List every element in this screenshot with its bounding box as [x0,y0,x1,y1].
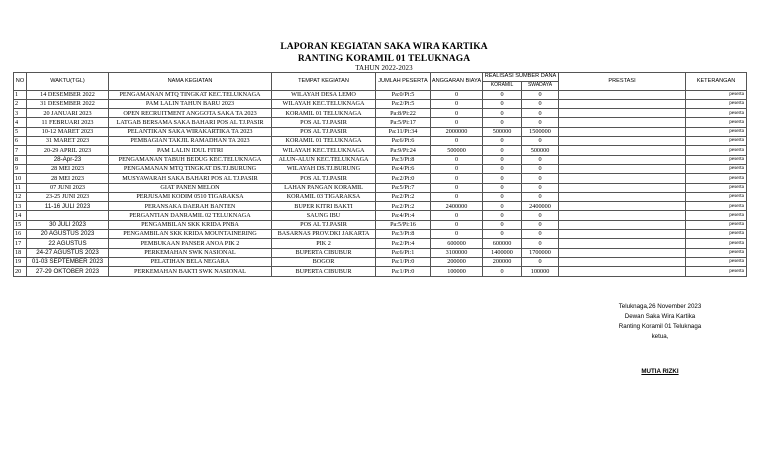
row-nama-kegiatan: PAM LALIN TAHUN BARU 2023 [109,99,272,108]
table-row [14,220,747,229]
table-body [14,90,747,276]
row-nama-kegiatan: PERKEMAHAN SWK NASIONAL [109,248,272,257]
row-waktu: 28 MEI 2023 [27,164,109,173]
row-waktu: 28-Apr-23 [27,155,109,164]
row-no: 12 [14,192,27,201]
row-no: 16 [14,230,27,239]
row-tempat: BASARNAS PROV.DKI JAKARTA [272,230,376,239]
row-nama-kegiatan: MUSYAWARAH SAKA BAHARI POS AL TJ.PASIR [109,174,272,183]
row-jumlah-peserta: Pa:2/Pi:2 [376,202,431,211]
row-waktu: 10-12 MARET 2023 [27,127,109,136]
row-no: 18 [14,248,27,257]
row-koramil: 600000 [483,239,522,248]
table-row [14,99,747,108]
row-waktu: 01-03 SEPTEMBER 2023 [27,257,109,266]
row-tempat: POS AL TJ.PASIR [272,220,376,229]
header-jumlah-peserta: JUMLAH PESERTA [376,73,431,91]
row-prestasi [559,146,686,155]
row-no: 13 [14,202,27,211]
header-koramil: KORAMIL [483,82,522,91]
table-row [14,109,747,118]
row-koramil: 0 [483,90,522,99]
table-row [14,137,747,146]
row-swadaya: 500000 [522,146,559,155]
table-row [14,174,747,183]
row-anggaran: 2400000 [431,202,483,211]
table-row [14,90,747,99]
table-row [14,118,747,127]
header-tempat-kegiatan: TEMPAT KEGIATAN [272,73,376,91]
row-nama-kegiatan: OPEN RECRUITMENT ANGGOTA SAKA TA 2023 [109,109,272,118]
row-no: 14 [14,211,27,220]
row-swadaya: 2400000 [522,202,559,211]
row-koramil: 0 [483,211,522,220]
row-no: 7 [14,146,27,155]
row-tempat: BUPERTA CIBUBUR [272,267,376,276]
row-tempat: WILAYAH KEC.TELUKNAGA [272,146,376,155]
row-koramil: 0 [483,267,522,276]
row-jumlah-peserta: Pa:4/Pi:6 [376,164,431,173]
row-no: 9 [14,164,27,173]
row-anggaran: 100000 [431,267,483,276]
row-tempat: WILAYAH DS.TJ.BURUNG [272,164,376,173]
row-anggaran: 0 [431,109,483,118]
row-no: 17 [14,239,27,248]
row-nama-kegiatan: GIAT PANEN MELON [109,183,272,192]
row-anggaran: 0 [431,90,483,99]
row-jumlah-peserta: Pa:2/Pi:5 [376,99,431,108]
row-swadaya: 0 [522,164,559,173]
row-no: 8 [14,155,27,164]
row-swadaya: 0 [522,257,559,266]
row-keterangan: peserta [686,239,747,248]
report-title: LAPORAN KEGIATAN SAKA WIRA KARTIKA [280,42,488,52]
row-anggaran: 0 [431,118,483,127]
row-tempat: BOGOR [272,257,376,266]
report-subtitle: RANTING KORAMIL 01 TELUKNAGA [297,54,471,64]
row-prestasi [559,211,686,220]
row-waktu: 23-25 JUNI 2023 [27,192,109,201]
row-jumlah-peserta: Pa:3/Pi:8 [376,230,431,239]
row-keterangan: peserta [686,183,747,192]
row-tempat: KORAMIL 01 TELUKNAGA [272,137,376,146]
table-row [14,164,747,173]
table-row [14,202,747,211]
header-swadaya: SWADAYA [522,82,559,91]
row-swadaya: 0 [522,211,559,220]
row-keterangan: peserta [686,248,747,257]
row-anggaran: 0 [431,211,483,220]
row-swadaya: 1500000 [522,127,559,136]
activity-table [13,72,747,277]
row-keterangan: peserta [686,109,747,118]
row-waktu: 20-29 APRIL 2023 [27,146,109,155]
row-koramil: 0 [483,146,522,155]
row-keterangan: peserta [686,267,747,276]
row-swadaya: 0 [522,183,559,192]
row-keterangan: peserta [686,99,747,108]
row-koramil: 0 [483,118,522,127]
row-prestasi [559,174,686,183]
row-no: 19 [14,257,27,266]
row-koramil: 0 [483,164,522,173]
row-nama-kegiatan: PELATIHAN BELA NEGARA [109,257,272,266]
row-koramil: 1400000 [483,248,522,257]
header-no: NO [14,73,27,91]
row-nama-kegiatan: LATGAB BERSAMA SAKA BAHARI POS AL TJ.PASIR [109,118,272,127]
row-jumlah-peserta: Pa:4/Pi:4 [376,211,431,220]
row-anggaran: 0 [431,164,483,173]
table-row [14,211,747,220]
row-prestasi [559,127,686,136]
header-waktu: WAKTU(TGL) [27,73,109,91]
signature-role-2: Ranting Koramil 01 Teluknaga [618,323,702,330]
row-tempat: BUPER KITRI BAKTI [272,202,376,211]
row-anggaran: 0 [431,230,483,239]
row-jumlah-peserta: Pa:6/Pi:6 [376,137,431,146]
row-nama-kegiatan: PENGAMBILAN SKK KRIDA MOUNTAINERING [109,230,272,239]
row-swadaya: 0 [522,118,559,127]
row-jumlah-peserta: Pa:2/Pi:4 [376,239,431,248]
row-keterangan: peserta [686,230,747,239]
table-row [14,230,747,239]
row-nama-kegiatan: PAM LALIN IDUL FITRI [109,146,272,155]
row-koramil: 0 [483,155,522,164]
row-prestasi [559,220,686,229]
row-waktu: 11-16 JULI 2023 [27,202,109,211]
row-tempat: KORAMIL 03 TIGARAKSA [272,192,376,201]
row-prestasi [559,137,686,146]
signature-role-3: ketua, [651,333,669,340]
table-row [14,146,747,155]
row-anggaran: 0 [431,192,483,201]
row-tempat: POS AL TJ.PASIR [272,174,376,183]
table-row [14,248,747,257]
row-waktu: 07 JUNI 2023 [27,183,109,192]
row-nama-kegiatan: PENGAMANAN MTQ TINGKAT DS.TJ.BURUNG [109,164,272,173]
row-no: 1 [14,90,27,99]
row-jumlah-peserta: Pa:6/Pi:1 [376,248,431,257]
row-swadaya: 0 [522,99,559,108]
row-tempat: PIK 2 [272,239,376,248]
row-jumlah-peserta: Pa:5/Pi:16 [376,220,431,229]
row-keterangan: peserta [686,202,747,211]
row-koramil: 200000 [483,257,522,266]
row-no: 5 [14,127,27,136]
row-nama-kegiatan: PERKEMAHAN BAKTI SWK NASIONAL [109,267,272,276]
row-waktu: 28 MEI 2023 [27,174,109,183]
row-swadaya: 0 [522,239,559,248]
row-prestasi [559,202,686,211]
row-jumlah-peserta: Pa:2/Pi:2 [376,192,431,201]
row-waktu: 20 AGUSTUS 2023 [27,230,109,239]
row-keterangan: peserta [686,146,747,155]
row-swadaya: 0 [522,137,559,146]
row-prestasi [559,192,686,201]
row-swadaya: 100000 [522,267,559,276]
row-koramil: 0 [483,220,522,229]
row-koramil: 0 [483,109,522,118]
header-keterangan: KETERANGAN [686,73,747,91]
row-no: 11 [14,183,27,192]
row-jumlah-peserta: Pa:11/Pi:34 [376,127,431,136]
row-koramil: 0 [483,202,522,211]
row-no: 3 [14,109,27,118]
row-keterangan: peserta [686,220,747,229]
row-tempat: SAUNG IBU [272,211,376,220]
row-anggaran: 0 [431,155,483,164]
row-nama-kegiatan: PERANSAKA DAERAH BANTEN [109,202,272,211]
row-nama-kegiatan: PERJUSAMI KODIM 0510 TIGARAKSA [109,192,272,201]
row-prestasi [559,239,686,248]
row-keterangan: peserta [686,118,747,127]
row-waktu: 20 JANUARI 2023 [27,109,109,118]
row-waktu: 30 JULI 2023 [27,220,109,229]
signature-name: MUTIA RIZKI [641,368,679,375]
row-swadaya: 0 [522,192,559,201]
row-nama-kegiatan: PENGAMANAN MTQ TINGKAT KEC.TELUKNAGA [109,90,272,99]
row-tempat: WILAYAH KEC.TELUKNAGA [272,99,376,108]
row-prestasi [559,155,686,164]
row-jumlah-peserta: Pa:1/Pi:0 [376,257,431,266]
row-no: 6 [14,137,27,146]
row-koramil: 0 [483,137,522,146]
row-keterangan: peserta [686,192,747,201]
table-row [14,192,747,201]
row-nama-kegiatan: PERGANTIAN DANRAMIL 02 TELUKNAGA [109,211,272,220]
signature-role-1: Dewan Saka Wira Kartika [624,313,696,320]
row-tempat: WILAYAH DESA LEMO [272,90,376,99]
row-prestasi [559,230,686,239]
row-waktu: 27-29 OKTOBER 2023 [27,267,109,276]
row-anggaran: 0 [431,99,483,108]
table-row [14,257,747,266]
row-jumlah-peserta: Pa:1/Pi:0 [376,267,431,276]
row-swadaya: 0 [522,109,559,118]
row-prestasi [559,90,686,99]
row-anggaran: 0 [431,137,483,146]
row-tempat: LAHAN PANGAN KORAMIL [272,183,376,192]
row-nama-kegiatan: PEMBAGIAN TAKJIL RAMADHAN TA 2023 [109,137,272,146]
row-anggaran: 200000 [431,257,483,266]
row-anggaran: 0 [431,220,483,229]
row-keterangan: peserta [686,164,747,173]
row-anggaran: 2000000 [431,127,483,136]
row-anggaran: 0 [431,183,483,192]
row-koramil: 0 [483,174,522,183]
row-nama-kegiatan: PENGAMBILAN SKK KRIDA PNBA [109,220,272,229]
table-row [14,183,747,192]
row-keterangan: peserta [686,127,747,136]
row-waktu: 11 FEBRUARI 2023 [27,118,109,127]
row-prestasi [559,183,686,192]
row-jumlah-peserta: Pa:3/Pi:8 [376,155,431,164]
row-tempat: POS AL TJ.PASIR [272,118,376,127]
row-swadaya: 0 [522,90,559,99]
row-koramil: 0 [483,230,522,239]
row-tempat: ALUN-ALUN KEC.TELUKNAGA [272,155,376,164]
row-no: 4 [14,118,27,127]
row-swadaya: 1700000 [522,248,559,257]
row-prestasi [559,248,686,257]
row-keterangan: peserta [686,257,747,266]
row-keterangan: peserta [686,137,747,146]
table-row [14,155,747,164]
row-jumlah-peserta: Pa:5/Pi:17 [376,118,431,127]
signature-place-date: Teluknaga,26 November 2023 [618,303,702,310]
row-swadaya: 0 [522,155,559,164]
row-anggaran: 0 [431,174,483,183]
row-no: 10 [14,174,27,183]
table-row [14,127,747,136]
row-koramil: 0 [483,183,522,192]
header-realisasi-sumber-dana: REALISASI SUMBER DANA [483,73,559,82]
row-nama-kegiatan: PEMBUKAAN PANSER ANOA PIK 2 [109,239,272,248]
row-jumlah-peserta: Pa:0/Pi:5 [376,90,431,99]
row-koramil: 0 [483,99,522,108]
table-row [14,267,747,276]
row-keterangan: peserta [686,211,747,220]
row-waktu [27,211,109,220]
row-anggaran: 600000 [431,239,483,248]
row-waktu: 31 DESEMBER 2022 [27,99,109,108]
header-prestasi: PRESTASI [559,73,686,91]
row-prestasi [559,164,686,173]
row-swadaya: 0 [522,174,559,183]
header-anggaran-biaya: ANGGARAN BIAYA [431,73,483,91]
row-jumlah-peserta: Pa:9/Pi:24 [376,146,431,155]
row-waktu: 14 DESEMBER 2022 [27,90,109,99]
report-year: TAHUN 2022-2023 [355,64,413,72]
header-nama-kegiatan: NAMA KEGIATAN [109,73,272,91]
row-swadaya: 0 [522,230,559,239]
row-anggaran: 3100000 [431,248,483,257]
row-jumlah-peserta: Pa:5/Pi:7 [376,183,431,192]
row-koramil: 500000 [483,127,522,136]
row-anggaran: 500000 [431,146,483,155]
row-jumlah-peserta: Pa:2/Pi:0 [376,174,431,183]
row-keterangan: peserta [686,155,747,164]
row-prestasi [559,99,686,108]
row-tempat: POS AL TJ.PASIR [272,127,376,136]
row-nama-kegiatan: PELANTIKAN SAKA WIRAKARTIKA TA 2023 [109,127,272,136]
row-keterangan: peserta [686,174,747,183]
row-prestasi [559,257,686,266]
row-waktu: 22 AGUSTUS [27,239,109,248]
row-waktu: 31 MARET 2023 [27,137,109,146]
row-nama-kegiatan: PENGAMANAN TABUH BEDUG KEC.TELUKNAGA [109,155,272,164]
row-jumlah-peserta: Pa:8/Pi:22 [376,109,431,118]
row-prestasi [559,267,686,276]
row-swadaya: 0 [522,220,559,229]
row-koramil: 0 [483,192,522,201]
row-no: 2 [14,99,27,108]
row-no: 15 [14,220,27,229]
row-waktu: 24-27 AGUSTUS 2023 [27,248,109,257]
row-prestasi [559,109,686,118]
table-row [14,239,747,248]
row-no: 20 [14,267,27,276]
row-tempat: KORAMIL 01 TELUKNAGA [272,109,376,118]
row-keterangan: peserta [686,90,747,99]
row-tempat: BUPERTA CIBUBUR [272,248,376,257]
row-prestasi [559,118,686,127]
